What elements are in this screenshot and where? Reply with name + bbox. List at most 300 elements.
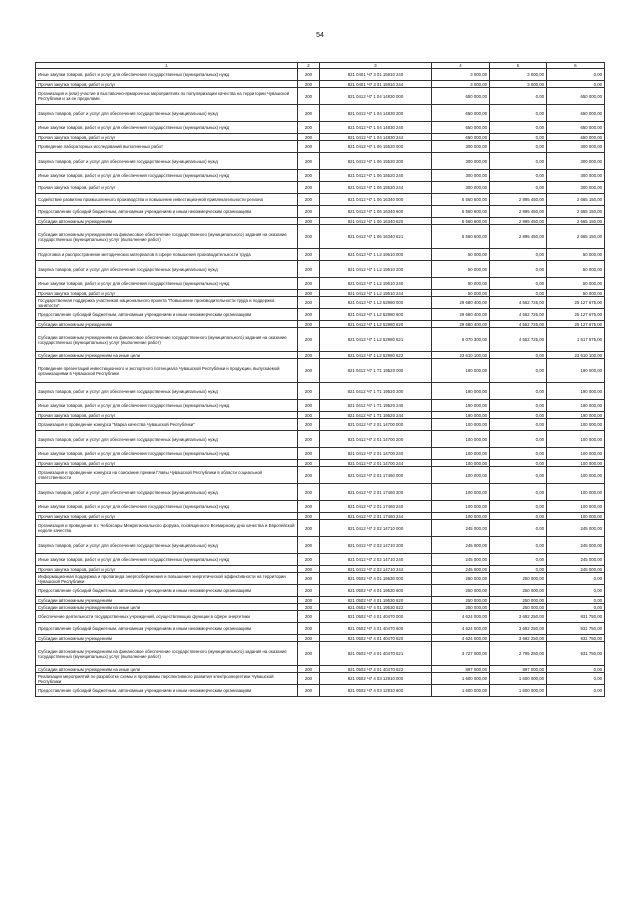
row-code: 821 0412 Ч7 1 06 15520 000	[320, 141, 432, 153]
row-name: Субсидии автономным учреждениям на иные цели	[36, 352, 298, 359]
row-col2: 200	[298, 666, 320, 673]
table-row	[36, 467, 605, 484]
table-row	[36, 554, 605, 566]
row-name: Прочая закупка товаров, работ и услуг	[36, 412, 298, 419]
row-value-6: 100 000,00	[547, 460, 605, 467]
row-value-5: 3 692 250,00	[490, 623, 547, 635]
row-col2: 200	[298, 105, 320, 122]
row-value-4: 29 680 400,00	[432, 321, 490, 328]
row-name: Закупка товаров, работ и услуг для обеспечения государственных (муниципальных) нужд	[36, 537, 298, 554]
row-code: 821 0502 Ч7 4 01 40470 000	[320, 611, 432, 623]
row-value-5: 0,00	[490, 520, 547, 537]
row-code: 821 0412 Ч7 1 L2 52980 620	[320, 321, 432, 328]
row-name: Закупка товаров, работ и услуг для обеспечения государственных (муниципальных) нужд	[36, 261, 298, 278]
table-row	[36, 419, 605, 431]
row-value-5: 0,00	[490, 290, 547, 297]
table-row	[36, 218, 605, 225]
row-value-5: 0,00	[490, 122, 547, 134]
row-value-5: 4 552 725,00	[490, 328, 547, 352]
row-value-4: 4 624 000,00	[432, 623, 490, 635]
row-code: 821 0412 Ч7 1 T1 19520 000	[320, 359, 432, 383]
row-value-6: 1 517 575,00	[547, 328, 605, 352]
row-value-6: 0,00	[547, 585, 605, 597]
table-row	[36, 359, 605, 383]
row-value-5: 0,00	[490, 419, 547, 431]
row-value-6: 100 000,00	[547, 501, 605, 513]
row-code: 821 0412 Ч7 1 06 16340 621	[320, 225, 432, 249]
row-col2: 200	[298, 460, 320, 467]
row-name: Организация и проведение в г. Чебоксары Межрегионального форума, посвященного Всемирному дню качества и Европейской неделе качества	[36, 520, 298, 537]
row-value-5: 250 000,00	[490, 604, 547, 611]
row-code: 821 0412 Ч7 2 01 17460 200	[320, 484, 432, 501]
table-row	[36, 604, 605, 611]
row-value-4: 190 000,00	[432, 359, 490, 383]
table-row	[36, 666, 605, 673]
table-row	[36, 431, 605, 448]
row-col2: 200	[298, 419, 320, 431]
table-row	[36, 88, 605, 105]
row-value-6: 650 000,00	[547, 88, 605, 105]
row-name: Иные закупки товаров, работ и услуг для обеспечения государственных (муниципальных) нужд	[36, 400, 298, 412]
row-value-6: 300 000,00	[547, 153, 605, 170]
row-value-6: 650 000,00	[547, 122, 605, 134]
row-code: 821 0412 Ч7 1 06 16340 600	[320, 206, 432, 218]
table-row	[36, 352, 605, 359]
row-value-5: 0,00	[490, 448, 547, 460]
row-name: Предоставление субсидий бюджетным, автономным учреждениям и иным некоммерческим организациям	[36, 685, 298, 697]
row-value-6: 2 665 150,00	[547, 206, 605, 218]
row-code: 821 0412 Ч7 1 04 14830 200	[320, 105, 432, 122]
row-name: Субсидии автономным учреждениям на иные цели	[36, 666, 298, 673]
header-col-6: 6	[547, 63, 605, 69]
row-name: Организация и (или) участие в выставочно-ярмарочных мероприятиях по популяризации качества на территории Чувашской Республики и за ее пределами	[36, 88, 298, 105]
row-value-4: 100 000,00	[432, 501, 490, 513]
row-name: Предоставление субсидий бюджетным, автономным учреждениям и иным некоммерческим организациям	[36, 309, 298, 321]
row-col2: 200	[298, 81, 320, 88]
row-value-6: 0,00	[547, 597, 605, 604]
row-name: Закупка товаров, работ и услуг для обеспечения государственных (муниципальных) нужд	[36, 153, 298, 170]
row-value-4: 3 727 000,00	[432, 642, 490, 666]
row-name: Субсидии автономным учреждениям на финансовое обеспечение государственного (муниципального) задания на оказание государственных (муниципальных) услуг (выполнение работ)	[36, 642, 298, 666]
row-code: 821 0502 Ч7 4 01 40470 600	[320, 623, 432, 635]
row-value-6: 100 000,00	[547, 484, 605, 501]
table-row	[36, 611, 605, 623]
table-row	[36, 484, 605, 501]
row-name: Предоставление субсидий бюджетным, автономным учреждениям и иным некоммерческим организациям	[36, 585, 298, 597]
row-value-4: 190 000,00	[432, 400, 490, 412]
row-value-4: 245 000,00	[432, 537, 490, 554]
row-value-5: 0,00	[490, 484, 547, 501]
row-value-5: 0,00	[490, 412, 547, 419]
row-value-6: 100 000,00	[547, 419, 605, 431]
row-value-5: 0,00	[490, 431, 547, 448]
row-code: 821 0412 Ч7 1 L2 52980 621	[320, 328, 432, 352]
row-value-4: 250 000,00	[432, 597, 490, 604]
row-name: Субсидии автономным учреждениям на иные цели	[36, 604, 298, 611]
row-code: 821 0412 Ч7 1 L2 19510 244	[320, 290, 432, 297]
table-row	[36, 537, 605, 554]
row-value-4: 300 000,00	[432, 141, 490, 153]
row-value-4: 100 000,00	[432, 467, 490, 484]
row-value-6: 2 665 150,00	[547, 194, 605, 206]
row-col2: 200	[298, 352, 320, 359]
row-value-6: 0,00	[547, 573, 605, 585]
row-name: Организация и проведение конкурса на соискание премии Главы Чувашской Республики в области социальной ответственности	[36, 467, 298, 484]
row-name: Проведение презентаций инвестиционного и экспортного потенциала Чувашской Республики и продукции, выпускаемой организациями в Чувашской Республике	[36, 359, 298, 383]
row-value-5: 0,00	[490, 513, 547, 520]
row-value-5: 250 000,00	[490, 597, 547, 604]
row-col2: 200	[298, 623, 320, 635]
table-row	[36, 170, 605, 182]
header-col-2: 2	[298, 63, 320, 69]
table-row	[36, 635, 605, 642]
row-name: Предоставление субсидий бюджетным, автономным учреждениям и иным некоммерческим организациям	[36, 206, 298, 218]
row-value-5: 0,00	[490, 170, 547, 182]
table-row	[36, 513, 605, 520]
row-col2: 200	[298, 604, 320, 611]
row-value-5: 2 795 250,00	[490, 642, 547, 666]
row-value-6: 650 000,00	[547, 105, 605, 122]
row-value-4: 1 600 000,00	[432, 673, 490, 685]
row-value-6: 50 000,00	[547, 261, 605, 278]
row-name: Иные закупки товаров, работ и услуг для обеспечения государственных (муниципальных) нужд	[36, 122, 298, 134]
row-value-6: 25 127 675,00	[547, 309, 605, 321]
row-code: 821 0412 Ч7 2 01 17460 000	[320, 467, 432, 484]
row-code: 821 0412 Ч7 1 L2 19510 240	[320, 278, 432, 290]
row-value-5: 0,00	[490, 141, 547, 153]
header-col-1: 1	[36, 63, 298, 69]
table-row	[36, 153, 605, 170]
table-row	[36, 206, 605, 218]
table-row	[36, 400, 605, 412]
row-code: 821 0502 Ч7 4 01 19530 000	[320, 573, 432, 585]
table-row	[36, 585, 605, 597]
row-col2: 200	[298, 153, 320, 170]
row-value-5: 0,00	[490, 460, 547, 467]
row-col2: 200	[298, 182, 320, 194]
row-value-4: 23 610 100,00	[432, 352, 490, 359]
row-value-5: 3 000,00	[490, 69, 547, 81]
row-value-4: 300 000,00	[432, 182, 490, 194]
row-name: Закупка товаров, работ и услуг для обеспечения государственных (муниципальных) нужд	[36, 383, 298, 400]
row-value-5: 0,00	[490, 467, 547, 484]
row-value-4: 5 560 600,00	[432, 225, 490, 249]
table-row	[36, 520, 605, 537]
row-value-5: 0,00	[490, 261, 547, 278]
row-col2: 200	[298, 597, 320, 604]
row-col2: 200	[298, 261, 320, 278]
row-value-5: 2 895 450,00	[490, 194, 547, 206]
row-code: 821 0502 Ч7 4 01 19530 620	[320, 597, 432, 604]
row-col2: 200	[298, 554, 320, 566]
row-value-4: 29 680 400,00	[432, 309, 490, 321]
row-code: 821 0412 Ч7 1 L2 52980 000	[320, 297, 432, 309]
row-value-6: 190 000,00	[547, 412, 605, 419]
row-code: 821 0412 Ч7 1 06 16340 620	[320, 218, 432, 225]
row-value-4: 4 624 000,00	[432, 611, 490, 623]
row-col2: 200	[298, 278, 320, 290]
row-value-6: 23 610 100,00	[547, 352, 605, 359]
row-value-5: 1 600 000,00	[490, 685, 547, 697]
row-col2: 200	[298, 359, 320, 383]
row-value-6: 650 000,00	[547, 134, 605, 141]
row-col2: 200	[298, 520, 320, 537]
row-col2: 200	[298, 484, 320, 501]
row-value-6: 2 665 150,00	[547, 225, 605, 249]
row-name: Подготовка и распространение методических материалов в сфере повышения производительности труда	[36, 249, 298, 261]
row-code: 821 0401 Ч7 3 01 15910 240	[320, 69, 432, 81]
row-code: 821 0502 Ч7 4 01 19530 600	[320, 585, 432, 597]
row-col2: 200	[298, 194, 320, 206]
row-code: 821 0412 Ч7 2 01 14700 240	[320, 448, 432, 460]
row-col2: 200	[298, 69, 320, 81]
row-code: 821 0412 Ч7 1 T1 19520 240	[320, 400, 432, 412]
row-name: Субсидии автономным учреждениям	[36, 597, 298, 604]
row-col2: 200	[298, 141, 320, 153]
row-value-6: 931 750,00	[547, 635, 605, 642]
row-value-4: 50 000,00	[432, 290, 490, 297]
table-row	[36, 673, 605, 685]
row-value-4: 1 600 000,00	[432, 685, 490, 697]
row-value-6: 50 000,00	[547, 290, 605, 297]
table-row	[36, 105, 605, 122]
row-code: 821 0412 Ч7 1 06 15520 244	[320, 182, 432, 194]
row-value-5: 4 552 725,00	[490, 297, 547, 309]
table-row	[36, 182, 605, 194]
header-col-5: 5	[490, 63, 547, 69]
row-code: 821 0401 Ч7 3 01 15910 244	[320, 81, 432, 88]
row-value-6: 300 000,00	[547, 170, 605, 182]
row-value-6: 50 000,00	[547, 278, 605, 290]
table-row	[36, 321, 605, 328]
table-row	[36, 81, 605, 88]
row-value-6: 50 000,00	[547, 249, 605, 261]
row-value-5: 0,00	[490, 383, 547, 400]
row-value-6: 300 000,00	[547, 141, 605, 153]
row-value-5: 0,00	[490, 249, 547, 261]
page-number: 54	[316, 32, 324, 39]
row-code: 821 0412 Ч7 1 06 16340 000	[320, 194, 432, 206]
row-value-5: 2 895 450,00	[490, 218, 547, 225]
row-name: Прочая закупка товаров, работ и услуг	[36, 566, 298, 573]
row-code: 821 0412 Ч7 1 T1 19520 244	[320, 412, 432, 419]
row-value-6: 25 127 675,00	[547, 321, 605, 328]
row-value-4: 100 000,00	[432, 448, 490, 460]
row-code: 821 0412 Ч7 1 04 14830 244	[320, 134, 432, 141]
row-value-4: 100 000,00	[432, 484, 490, 501]
row-value-6: 0,00	[547, 685, 605, 697]
row-code: 821 0412 Ч7 2 01 17460 244	[320, 513, 432, 520]
row-code: 821 0502 Ч7 4 01 40470 620	[320, 635, 432, 642]
row-value-4: 3 000,00	[432, 81, 490, 88]
row-value-5: 0,00	[490, 501, 547, 513]
row-value-5: 2 895 450,00	[490, 225, 547, 249]
row-code: 821 0412 Ч7 1 T1 19520 200	[320, 383, 432, 400]
row-value-5: 4 552 725,00	[490, 309, 547, 321]
row-value-5: 3 000,00	[490, 81, 547, 88]
row-name: Иные закупки товаров, работ и услуг для обеспечения государственных (муниципальных) нужд	[36, 278, 298, 290]
row-value-6: 245 000,00	[547, 537, 605, 554]
table-row	[36, 309, 605, 321]
table-row	[36, 261, 605, 278]
row-value-6: 245 000,00	[547, 554, 605, 566]
row-col2: 200	[298, 297, 320, 309]
row-name: Иные закупки товаров, работ и услуг для обеспечения государственных (муниципальных) нужд	[36, 69, 298, 81]
row-code: 821 0502 Ч7 4 03 12910 000	[320, 673, 432, 685]
row-value-5: 0,00	[490, 566, 547, 573]
row-value-6: 0,00	[547, 81, 605, 88]
row-value-4: 29 680 400,00	[432, 297, 490, 309]
header-col-3: 3	[320, 63, 432, 69]
row-value-5: 0,00	[490, 400, 547, 412]
row-value-4: 4 624 000,00	[432, 635, 490, 642]
row-value-4: 650 000,00	[432, 88, 490, 105]
row-name: Закупка товаров, работ и услуг для обеспечения государственных (муниципальных) нужд	[36, 484, 298, 501]
table-row	[36, 501, 605, 513]
row-value-5: 3 692 250,00	[490, 611, 547, 623]
row-value-5: 0,00	[490, 88, 547, 105]
row-code: 821 0412 Ч7 2 01 17460 240	[320, 501, 432, 513]
row-value-6: 190 000,00	[547, 400, 605, 412]
row-code: 821 0412 Ч7 1 04 14830 240	[320, 122, 432, 134]
row-value-4: 6 070 300,00	[432, 328, 490, 352]
row-value-4: 250 000,00	[432, 573, 490, 585]
row-name: Прочая закупка товаров, работ и услуг	[36, 81, 298, 88]
row-value-6: 245 000,00	[547, 520, 605, 537]
row-code: 821 0412 Ч7 1 L2 52980 622	[320, 352, 432, 359]
row-code: 821 0502 Ч7 4 03 12910 600	[320, 685, 432, 697]
table-row	[36, 383, 605, 400]
row-value-5: 0,00	[490, 134, 547, 141]
row-col2: 200	[298, 611, 320, 623]
table-row	[36, 448, 605, 460]
table-row	[36, 122, 605, 134]
row-value-6: 0,00	[547, 673, 605, 685]
row-value-6: 100 000,00	[547, 467, 605, 484]
table-row	[36, 141, 605, 153]
row-value-6: 300 000,00	[547, 182, 605, 194]
row-col2: 200	[298, 412, 320, 419]
row-col2: 200	[298, 290, 320, 297]
row-value-4: 245 000,00	[432, 566, 490, 573]
table-row	[36, 225, 605, 249]
row-value-5: 0,00	[490, 554, 547, 566]
row-col2: 200	[298, 537, 320, 554]
table-row	[36, 412, 605, 419]
row-name: Иные закупки товаров, работ и услуг для обеспечения государственных (муниципальных) нужд	[36, 501, 298, 513]
row-col2: 200	[298, 566, 320, 573]
row-value-4: 650 000,00	[432, 105, 490, 122]
row-value-5: 0,00	[490, 278, 547, 290]
row-value-5: 0,00	[490, 359, 547, 383]
row-col2: 200	[298, 448, 320, 460]
row-col2: 200	[298, 685, 320, 697]
row-value-5: 0,00	[490, 105, 547, 122]
row-name: Субсидии автономным учреждениям	[36, 321, 298, 328]
row-col2: 200	[298, 321, 320, 328]
row-value-4: 190 000,00	[432, 412, 490, 419]
row-name: Иные закупки товаров, работ и услуг для обеспечения государственных (муниципальных) нужд	[36, 170, 298, 182]
row-name: Закупка товаров, работ и услуг для обеспечения государственных (муниципальных) нужд	[36, 431, 298, 448]
table-body	[36, 69, 605, 697]
table-row	[36, 194, 605, 206]
row-value-4: 190 000,00	[432, 383, 490, 400]
row-value-6: 190 000,00	[547, 359, 605, 383]
row-name: Прочая закупка товаров, работ и услуг	[36, 460, 298, 467]
row-name: Содействие развитию промышленного производства и повышение инвестиционной привлекательности региона	[36, 194, 298, 206]
row-code: 821 0412 Ч7 2 02 14710 244	[320, 566, 432, 573]
row-code: 821 0412 Ч7 2 02 14710 200	[320, 537, 432, 554]
row-value-5: 0,00	[490, 182, 547, 194]
row-col2: 200	[298, 122, 320, 134]
row-name: Субсидии автономным учреждениям	[36, 218, 298, 225]
row-col2: 200	[298, 501, 320, 513]
row-col2: 200	[298, 206, 320, 218]
row-code: 821 0412 Ч7 1 04 14830 000	[320, 88, 432, 105]
table-row	[36, 69, 605, 81]
row-col2: 200	[298, 170, 320, 182]
row-value-4: 897 000,00	[432, 666, 490, 673]
row-col2: 200	[298, 642, 320, 666]
row-name: Субсидии автономным учреждениям на финансовое обеспечение государственного (муниципального) задания на оказание государственных (муниципальных) услуг (выполнение работ)	[36, 328, 298, 352]
table-row	[36, 642, 605, 666]
row-value-4: 250 000,00	[432, 585, 490, 597]
row-col2: 200	[298, 88, 320, 105]
row-value-6: 931 750,00	[547, 623, 605, 635]
row-value-5: 897 000,00	[490, 666, 547, 673]
row-value-4: 300 000,00	[432, 170, 490, 182]
row-value-5: 1 600 000,00	[490, 673, 547, 685]
row-value-6: 2 665 150,00	[547, 218, 605, 225]
row-code: 821 0412 Ч7 1 L2 19510 200	[320, 261, 432, 278]
row-value-4: 5 560 600,00	[432, 206, 490, 218]
row-name: Субсидии автономным учреждениям на финансовое обеспечение государственного (муниципального) задания на оказание государственных (муниципальных) услуг (выполнение работ)	[36, 225, 298, 249]
row-col2: 200	[298, 225, 320, 249]
row-code: 821 0412 Ч7 2 01 14700 244	[320, 460, 432, 467]
row-value-5: 0,00	[490, 352, 547, 359]
table-row	[36, 134, 605, 141]
row-name: Прочая закупка товаров, работ и услуг	[36, 513, 298, 520]
row-value-6: 931 750,00	[547, 642, 605, 666]
row-value-5: 3 692 250,00	[490, 635, 547, 642]
row-value-6: 245 000,00	[547, 566, 605, 573]
row-col2: 200	[298, 309, 320, 321]
row-name: Прочая закупка товаров, работ и услуг	[36, 182, 298, 194]
row-value-5: 0,00	[490, 537, 547, 554]
row-col2: 200	[298, 218, 320, 225]
row-col2: 200	[298, 249, 320, 261]
row-col2: 200	[298, 431, 320, 448]
row-value-6: 100 000,00	[547, 513, 605, 520]
row-code: 821 0412 Ч7 1 06 15520 200	[320, 153, 432, 170]
row-col2: 200	[298, 585, 320, 597]
row-name: Предоставление субсидий бюджетным, автономным учреждениям и иным некоммерческим организациям	[36, 623, 298, 635]
row-value-4: 650 000,00	[432, 134, 490, 141]
table-row	[36, 573, 605, 585]
row-value-6: 931 750,00	[547, 611, 605, 623]
row-value-5: 4 552 725,00	[490, 321, 547, 328]
row-name: Прочая закупка товаров, работ и услуг	[36, 290, 298, 297]
row-value-4: 650 000,00	[432, 122, 490, 134]
table-row	[36, 249, 605, 261]
row-value-4: 300 000,00	[432, 153, 490, 170]
row-name: Иные закупки товаров, работ и услуг для обеспечения государственных (муниципальных) нужд	[36, 554, 298, 566]
row-value-4: 50 000,00	[432, 249, 490, 261]
table-row	[36, 328, 605, 352]
row-value-6: 0,00	[547, 69, 605, 81]
row-name: Закупка товаров, работ и услуг для обеспечения государственных (муниципальных) нужд	[36, 105, 298, 122]
row-col2: 200	[298, 383, 320, 400]
